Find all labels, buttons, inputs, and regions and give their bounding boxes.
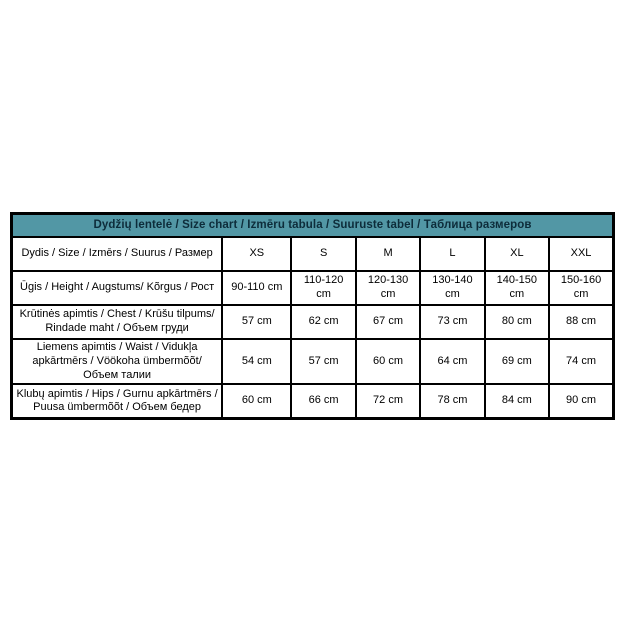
size-header-xl: XL: [485, 237, 549, 271]
hips-value-s: 66 cm: [291, 384, 355, 419]
row-label-waist: Liemens apimtis / Waist / Vidukļa apkārtmērs / Vöökoha ümbermõõt/ Объем талии: [12, 339, 223, 384]
waist-value-xxl: 74 cm: [549, 339, 613, 384]
height-value-xl: 140-150 cm: [485, 271, 549, 305]
size-chart-table: [10, 212, 615, 420]
height-value-xs: 90-110 cm: [222, 271, 291, 305]
waist-value-m: 60 cm: [356, 339, 420, 384]
row-label-chest: Krūtinės apimtis / Chest / Krūšu tilpums/ Rindade maht / Объем груди: [12, 305, 223, 339]
table-row-hips: [12, 384, 614, 419]
size-header-s: S: [291, 237, 355, 271]
chest-value-xl: 80 cm: [485, 305, 549, 339]
table-row-chest: [12, 305, 614, 339]
table-row-height: [12, 271, 614, 305]
size-header-xxl: XXL: [549, 237, 613, 271]
row-label-height: Ūgis / Height / Augstums/ Kõrgus / Рост: [12, 271, 223, 305]
size-header-xs: XS: [222, 237, 291, 271]
chest-value-m: 67 cm: [356, 305, 420, 339]
hips-value-m: 72 cm: [356, 384, 420, 419]
size-column-header-label: Dydis / Size / Izmērs / Suurus / Размер: [12, 237, 223, 271]
waist-value-l: 64 cm: [420, 339, 484, 384]
waist-value-xs: 54 cm: [222, 339, 291, 384]
chest-value-l: 73 cm: [420, 305, 484, 339]
hips-value-xxl: 90 cm: [549, 384, 613, 419]
hips-value-xl: 84 cm: [485, 384, 549, 419]
size-header-l: L: [420, 237, 484, 271]
size-chart-title: Dydžių lentelė / Size chart / Izmēru tabula / Suuruste tabel / Таблица размеров: [12, 214, 614, 238]
title-row: [12, 214, 614, 238]
hips-value-xs: 60 cm: [222, 384, 291, 419]
chest-value-s: 62 cm: [291, 305, 355, 339]
height-value-m: 120-130 cm: [356, 271, 420, 305]
hips-value-l: 78 cm: [420, 384, 484, 419]
sizes-header-row: [12, 237, 614, 271]
table-row-waist: [12, 339, 614, 384]
height-value-l: 130-140 cm: [420, 271, 484, 305]
waist-value-s: 57 cm: [291, 339, 355, 384]
chest-value-xxl: 88 cm: [549, 305, 613, 339]
waist-value-xl: 69 cm: [485, 339, 549, 384]
chest-value-xs: 57 cm: [222, 305, 291, 339]
row-label-hips: Klubų apimtis / Hips / Gurnu apkārtmērs / Puusa ümbermõõt / Объем бедер: [12, 384, 223, 419]
size-header-m: M: [356, 237, 420, 271]
height-value-xxl: 150-160 cm: [549, 271, 613, 305]
height-value-s: 110-120 cm: [291, 271, 355, 305]
